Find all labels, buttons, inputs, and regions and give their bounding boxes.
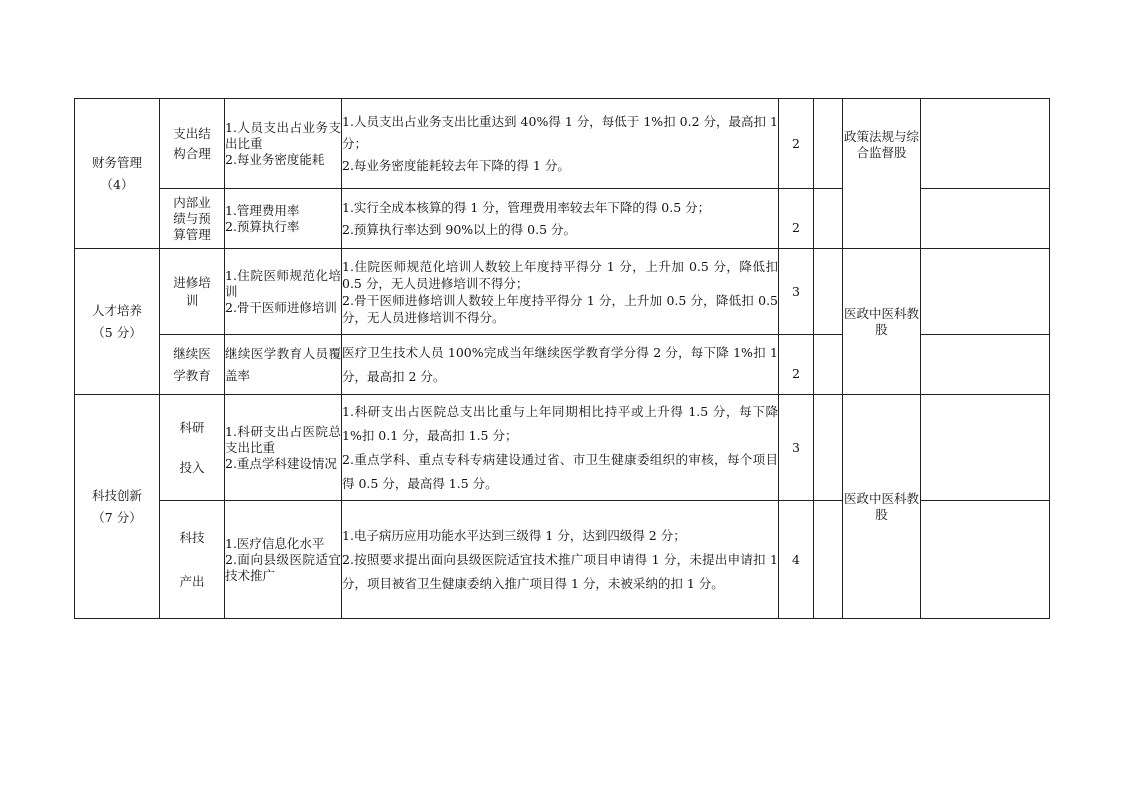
department-cell bbox=[843, 395, 921, 619]
blank-cell bbox=[814, 335, 843, 395]
subcategory-line: 内部业 bbox=[173, 194, 211, 210]
subcategory-line: 投入 bbox=[179, 459, 205, 475]
standard-line: 1.住院医师规范化培训人数较上年度持平得分 1 分，上升加 0.5 分，降低扣 0.5 分，无人员进修培训不得分； bbox=[342, 258, 778, 291]
score-cell: 3 bbox=[779, 395, 814, 501]
blank-cell bbox=[814, 395, 843, 501]
subcategory-line: 算管理 bbox=[173, 226, 211, 242]
indicator-line: 1.科研支出占医院总支出比重 bbox=[225, 423, 341, 455]
standard-cell bbox=[342, 335, 779, 395]
department-label: 医政中医科教股 bbox=[843, 490, 919, 522]
indicator-line: 2.预算执行率 bbox=[225, 218, 300, 234]
standard-line: 1.科研支出占医院总支出比重与上年同期相比持平或上升得 1.5 分，每下降 1%扣 0.1 分，最高扣 1.5 分； bbox=[342, 403, 778, 443]
standard-line: 医疗卫生技术人员 100%完成当年继续医学教育学分得 2 分，每下降 1%扣 1 分，最高扣 2 分。 bbox=[342, 344, 778, 384]
subcategory-cell bbox=[160, 395, 225, 501]
standard-line: 2.骨干医师进修培训人数较上年度持平得分 1 分，上升加 0.5 分，降低扣 0.5 分，无人员进修培训不得分。 bbox=[342, 292, 778, 325]
subcategory-cell bbox=[160, 501, 225, 619]
standard-line: 1.人员支出占业务支出比重达到 40%得 1 分，每低于 1%扣 0.2 分，最高扣 1 分； bbox=[342, 113, 778, 151]
subcategory-line: 进修培 bbox=[173, 274, 211, 290]
category-score: （7 分） bbox=[92, 509, 142, 525]
standard-cell bbox=[342, 189, 779, 249]
indicator-line: 2.骨干医师进修培训 bbox=[225, 299, 337, 315]
indicator-line: 2.每业务密度能耗 bbox=[225, 151, 325, 167]
department-cell bbox=[843, 249, 921, 395]
category-cell bbox=[75, 395, 160, 619]
blank-cell bbox=[921, 249, 1050, 335]
indicator-line: 2.面向县级医院适宜技术推广 bbox=[225, 551, 341, 583]
blank-cell bbox=[814, 189, 843, 249]
score-cell: 2 bbox=[779, 335, 814, 395]
subcategory-cell bbox=[160, 99, 225, 189]
blank-cell bbox=[921, 189, 1050, 249]
indicator-line: 1.住院医师规范化培训 bbox=[225, 267, 341, 299]
category-label: 财务管理 bbox=[91, 154, 142, 170]
category-score: （4） bbox=[100, 176, 134, 192]
standard-line: 2.每业务密度能耗较去年下降的得 1 分。 bbox=[342, 157, 570, 173]
standard-line: 2.按照要求提出面向县级医院适宜技术推广项目申请得 1 分，未提出申请扣 1 分，项目被省卫生健康委纳入推广项目得 1 分，未被采纳的扣 1 分。 bbox=[342, 551, 778, 591]
score-cell: 4 bbox=[779, 501, 814, 619]
standard-line: 2.预算执行率达到 90%以上的得 0.5 分。 bbox=[342, 221, 577, 237]
table-row bbox=[75, 395, 1050, 501]
subcategory-cell bbox=[160, 249, 225, 335]
subcategory-line: 产出 bbox=[179, 573, 205, 589]
subcategory-cell bbox=[160, 189, 225, 249]
blank-cell bbox=[814, 99, 843, 189]
category-score: （5 分） bbox=[92, 324, 142, 340]
category-cell bbox=[75, 99, 160, 249]
indicator-line: 继续医学教育人员覆盖率 bbox=[225, 345, 341, 383]
subcategory-line: 学教育 bbox=[173, 367, 211, 383]
indicator-line: 1.人员支出占业务支出比重 bbox=[225, 119, 341, 151]
indicator-cell bbox=[225, 99, 342, 189]
indicator-cell bbox=[225, 395, 342, 501]
standard-line: 2.重点学科、重点专科专病建设通过省、市卫生健康委组织的审核，每个项目得 0.5 分，最高得 1.5 分。 bbox=[342, 451, 778, 491]
standard-cell bbox=[342, 249, 779, 335]
table-row bbox=[75, 249, 1050, 335]
blank-cell bbox=[921, 395, 1050, 501]
standard-line: 1.电子病历应用功能水平达到三级得 1 分，达到四级得 2 分； bbox=[342, 527, 686, 543]
category-label: 科技创新 bbox=[91, 487, 142, 503]
category-label: 人才培养 bbox=[91, 302, 142, 318]
assessment-table bbox=[74, 98, 1050, 619]
indicator-line: 2.重点学科建设情况 bbox=[225, 455, 337, 471]
subcategory-line: 构合理 bbox=[173, 145, 211, 161]
category-cell bbox=[75, 249, 160, 395]
indicator-cell bbox=[225, 501, 342, 619]
blank-cell bbox=[921, 501, 1050, 619]
department-cell bbox=[843, 99, 921, 249]
score-cell: 3 bbox=[779, 249, 814, 335]
standard-cell bbox=[342, 395, 779, 501]
score-cell: 2 bbox=[779, 189, 814, 249]
subcategory-line: 科技 bbox=[179, 529, 205, 545]
standard-line: 1.实行全成本核算的得 1 分，管理费用率较去年下降的得 0.5 分； bbox=[342, 199, 711, 215]
indicator-line: 1.管理费用率 bbox=[225, 202, 300, 218]
standard-cell bbox=[342, 99, 779, 189]
score-cell: 2 bbox=[779, 99, 814, 189]
department-label: 政策法规与综合监督股 bbox=[843, 129, 919, 160]
subcategory-cell bbox=[160, 335, 225, 395]
subcategory-line: 科研 bbox=[179, 419, 205, 435]
subcategory-line: 支出结 bbox=[173, 125, 211, 141]
subcategory-line: 训 bbox=[185, 292, 199, 308]
indicator-line: 1.医疗信息化水平 bbox=[225, 535, 325, 551]
subcategory-line: 继续医 bbox=[173, 345, 211, 361]
department-label: 医政中医科教股 bbox=[843, 305, 919, 337]
blank-cell bbox=[814, 501, 843, 619]
standard-cell bbox=[342, 501, 779, 619]
blank-cell bbox=[814, 249, 843, 335]
blank-cell bbox=[921, 99, 1050, 189]
subcategory-line: 绩与预 bbox=[173, 210, 211, 226]
indicator-cell bbox=[225, 335, 342, 395]
indicator-cell bbox=[225, 249, 342, 335]
table-row bbox=[75, 99, 1050, 189]
indicator-cell bbox=[225, 189, 342, 249]
blank-cell bbox=[921, 335, 1050, 395]
